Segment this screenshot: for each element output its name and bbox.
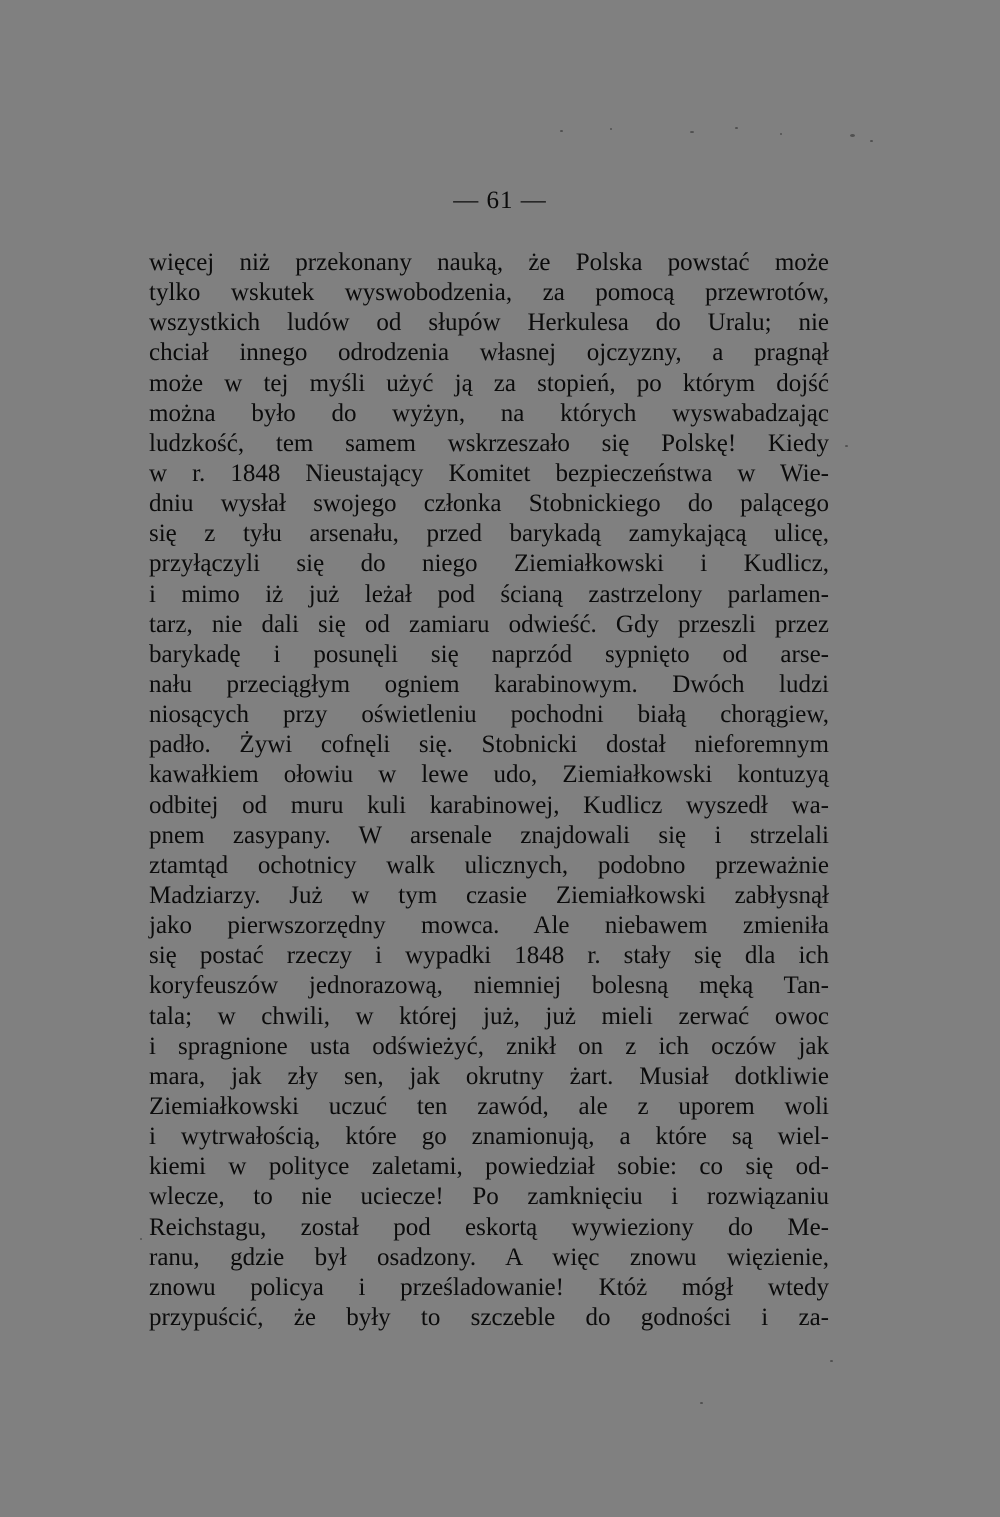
text-line: niosących przy oświetleniu pochodni białą chorągiew, [149, 701, 829, 729]
scan-speck [610, 128, 612, 130]
text-line: tylko wskutek wyswobodzenia, za pomocą przewrotów, [149, 279, 829, 307]
text-line: się postać rzeczy i wypadki 1848 r. stały się dla ich [149, 942, 829, 970]
text-line: i wytrwałością, które go znamionują, a które są wiel- [149, 1123, 829, 1151]
text-line: można było do wyżyn, na których wyswabadzając [149, 399, 829, 427]
text-line: nału przeciągłym ogniem karabinowym. Dwóch ludzi [149, 670, 829, 698]
text-line: koryfeuszów jednorazową, niemniej bolesną męką Tan- [149, 972, 829, 1000]
text-line: i spragnione usta odświeżyć, znikł on z ich oczów jak [149, 1032, 829, 1060]
text-line: chciał innego odrodzenia własnej ojczyzny, a pragnął [149, 339, 829, 367]
scan-speck [560, 130, 563, 132]
text-line: przypuścić, że były to szczeble do godności i za- [149, 1303, 829, 1331]
text-line: barykadę i posunęli się naprzód sypnięto od arse- [149, 640, 829, 668]
text-line: jako pierwszorzędny mowca. Ale niebawem zmieniła [149, 912, 829, 940]
text-line: Madziarzy. Już w tym czasie Ziemiałkowski zabłysnął [149, 881, 829, 909]
text-line: może w tej myśli użyć ją za stopień, po którym dojść [149, 369, 829, 397]
text-line: w r. 1848 Nieustający Komitet bezpieczeństwa w Wie- [149, 459, 829, 487]
text-line: dniu wysłał swojego członka Stobnickiego do palącego [149, 490, 829, 518]
scan-speck [780, 133, 782, 135]
text-line: ludzkość, tem samem wskrzeszało się Polskę! Kiedy [149, 429, 829, 457]
text-line: kiemi w polityce zaletami, powiedział sobie: co się od- [149, 1153, 829, 1181]
text-line: kawałkiem ołowiu w lewe udo, Ziemiałkowski kontuzyą [149, 761, 829, 789]
scan-speck [700, 1402, 703, 1404]
text-line: więcej niż przekonany nauką, że Polska powstać może [149, 249, 829, 276]
text-line: ztamtąd ochotnicy walk ulicznych, podobno przeważnie [149, 851, 829, 879]
scan-speck [830, 1360, 833, 1362]
text-line: tarz, nie dali się od zamiaru odwieść. Gdy przeszli przez [149, 610, 829, 638]
scan-speck [870, 140, 873, 142]
body-text [149, 248, 829, 1333]
scan-speck [735, 127, 738, 129]
text-line: się z tyłu arsenału, przed barykadą zamykającą ulicę, [149, 520, 829, 548]
text-line: i mimo iż już leżał pod ścianą zastrzelony parlamen- [149, 580, 829, 608]
scan-speck [845, 445, 848, 447]
text-line: odbitej od muru kuli karabinowej, Kudlicz wyszedł wa- [149, 791, 829, 819]
scan-speck [850, 134, 855, 137]
text-line: padło. Żywi cofnęli się. Stobnicki dostał nieforemnym [149, 731, 829, 759]
text-line: ranu, gdzie był osadzony. A więc znowu więzienie, [149, 1243, 829, 1271]
text-line: pnem zasypany. W arsenale znajdowali się i strzelali [149, 821, 829, 849]
page-number: — 61 — [453, 187, 547, 214]
text-line: przyłączyli się do niego Ziemiałkowski i Kudlicz, [149, 550, 829, 578]
scan-speck [690, 131, 694, 133]
text-line: znowu policya i prześladowanie! Któż mógł wtedy [149, 1273, 829, 1301]
text-line: wlecze, to nie uciecze! Po zamknięciu i rozwiązaniu [149, 1183, 829, 1211]
text-line: mara, jak zły sen, jak okrutny żart. Musiał dotkliwie [149, 1062, 829, 1090]
text-line: tala; w chwili, w której już, już mieli zerwać owoc [149, 1002, 829, 1030]
scan-speck [140, 1238, 142, 1240]
text-line: wszystkich ludów od słupów Herkulesa do Uralu; nie [149, 309, 829, 337]
text-line: Ziemiałkowski uczuć ten zawód, ale z uporem woli [149, 1092, 829, 1120]
text-line: Reichstagu, został pod eskortą wywieziony do Me- [149, 1213, 829, 1241]
